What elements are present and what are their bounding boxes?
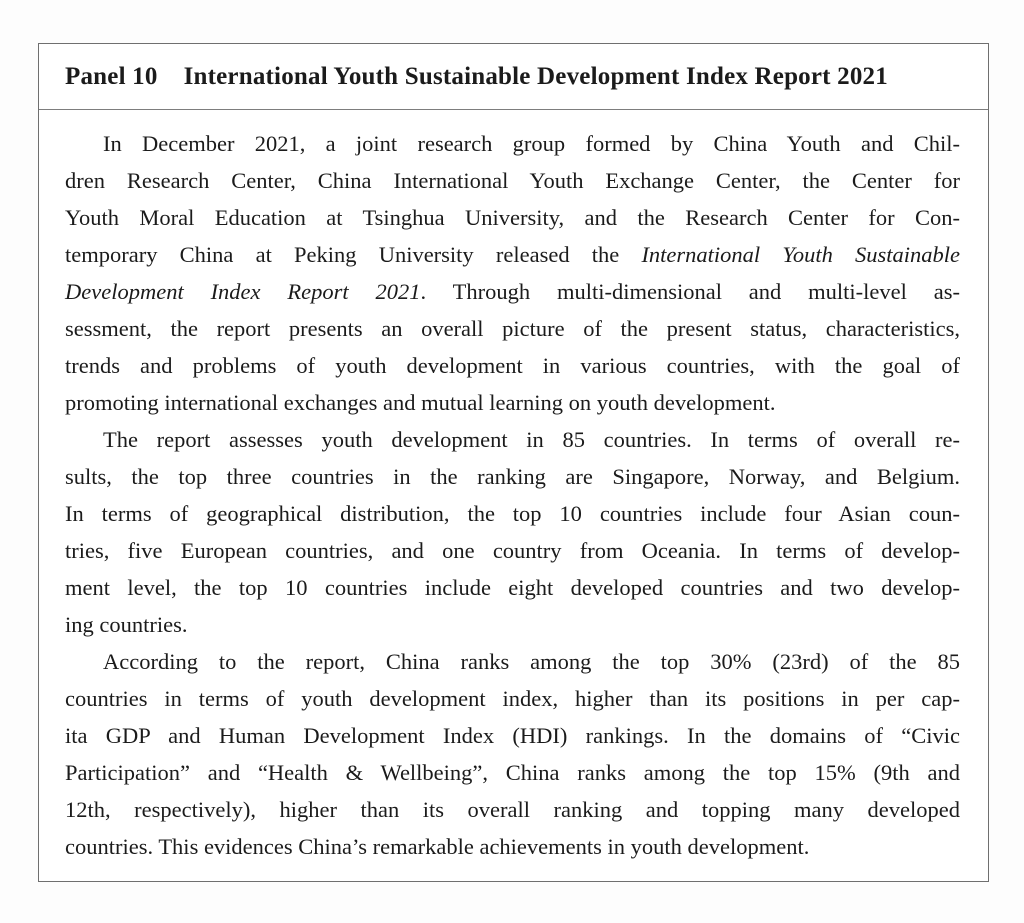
text-segment: In December 2021, a joint research group formed by China Youth and Chil- xyxy=(103,131,960,156)
text-segment: trends and problems of youth development in various countries, with the goal of xyxy=(65,353,960,378)
text-line xyxy=(65,643,960,680)
text-line xyxy=(65,310,960,347)
text-segment: Participation” and “Health & Wellbeing”, China ranks among the top 15% (9th and xyxy=(65,760,960,785)
text-line xyxy=(65,458,960,495)
text-line xyxy=(65,125,960,162)
paragraph xyxy=(65,125,960,421)
text-segment: . Through multi-dimensional and multi-level as- xyxy=(420,279,960,304)
panel-body xyxy=(39,110,988,865)
text-segment: countries in terms of youth development index, higher than its positions in per cap- xyxy=(65,686,960,711)
text-segment: temporary China at Peking University released the xyxy=(65,242,642,267)
text-segment: ita GDP and Human Development Index (HDI) rankings. In the domains of “Civic xyxy=(65,723,960,748)
text-line xyxy=(65,791,960,828)
text-segment: countries. This evidences China’s remarkable achievements in youth development. xyxy=(65,834,810,859)
text-line xyxy=(65,680,960,717)
text-line xyxy=(65,199,960,236)
text-line xyxy=(65,162,960,199)
text-segment: ment level, the top 10 countries include eight developed countries and two develop- xyxy=(65,575,960,600)
text-line xyxy=(65,828,960,865)
text-line xyxy=(65,532,960,569)
text-line xyxy=(65,384,960,421)
text-segment: sults, the top three countries in the ranking are Singapore, Norway, and Belgium. xyxy=(65,464,960,489)
text-line xyxy=(65,754,960,791)
text-segment: The report assesses youth development in 85 countries. In terms of overall re- xyxy=(103,427,960,452)
text-segment: According to the report, China ranks among the top 30% (23rd) of the 85 xyxy=(103,649,960,674)
paragraph xyxy=(65,421,960,643)
text-segment: ing countries. xyxy=(65,612,188,637)
text-segment: 12th, respectively), higher than its overall ranking and topping many developed xyxy=(65,797,960,822)
panel-title: International Youth Sustainable Development Index Report 2021 xyxy=(183,62,888,90)
text-line xyxy=(65,569,960,606)
italic-text-segment: International Youth Sustainable xyxy=(641,242,960,267)
text-line xyxy=(65,717,960,754)
text-line xyxy=(65,421,960,458)
text-segment: sessment, the report presents an overall picture of the present status, characteristics, xyxy=(65,316,960,341)
paragraph xyxy=(65,643,960,865)
text-line xyxy=(65,236,960,273)
text-line xyxy=(65,273,960,310)
text-line xyxy=(65,495,960,532)
text-segment: dren Research Center, China International Youth Exchange Center, the Center for xyxy=(65,168,960,193)
text-segment: tries, five European countries, and one country from Oceania. In terms of develop- xyxy=(65,538,960,563)
panel-header xyxy=(39,44,988,110)
text-segment: Youth Moral Education at Tsinghua University, and the Research Center for Con- xyxy=(65,205,960,230)
italic-text-segment: Development Index Report 2021 xyxy=(65,279,421,304)
report-panel xyxy=(38,43,989,882)
text-segment: promoting international exchanges and mutual learning on youth development. xyxy=(65,390,776,415)
text-segment: In terms of geographical distribution, the top 10 countries include four Asian coun- xyxy=(65,501,960,526)
text-line xyxy=(65,606,960,643)
text-line xyxy=(65,347,960,384)
panel-number-label: Panel 10 xyxy=(65,62,158,90)
